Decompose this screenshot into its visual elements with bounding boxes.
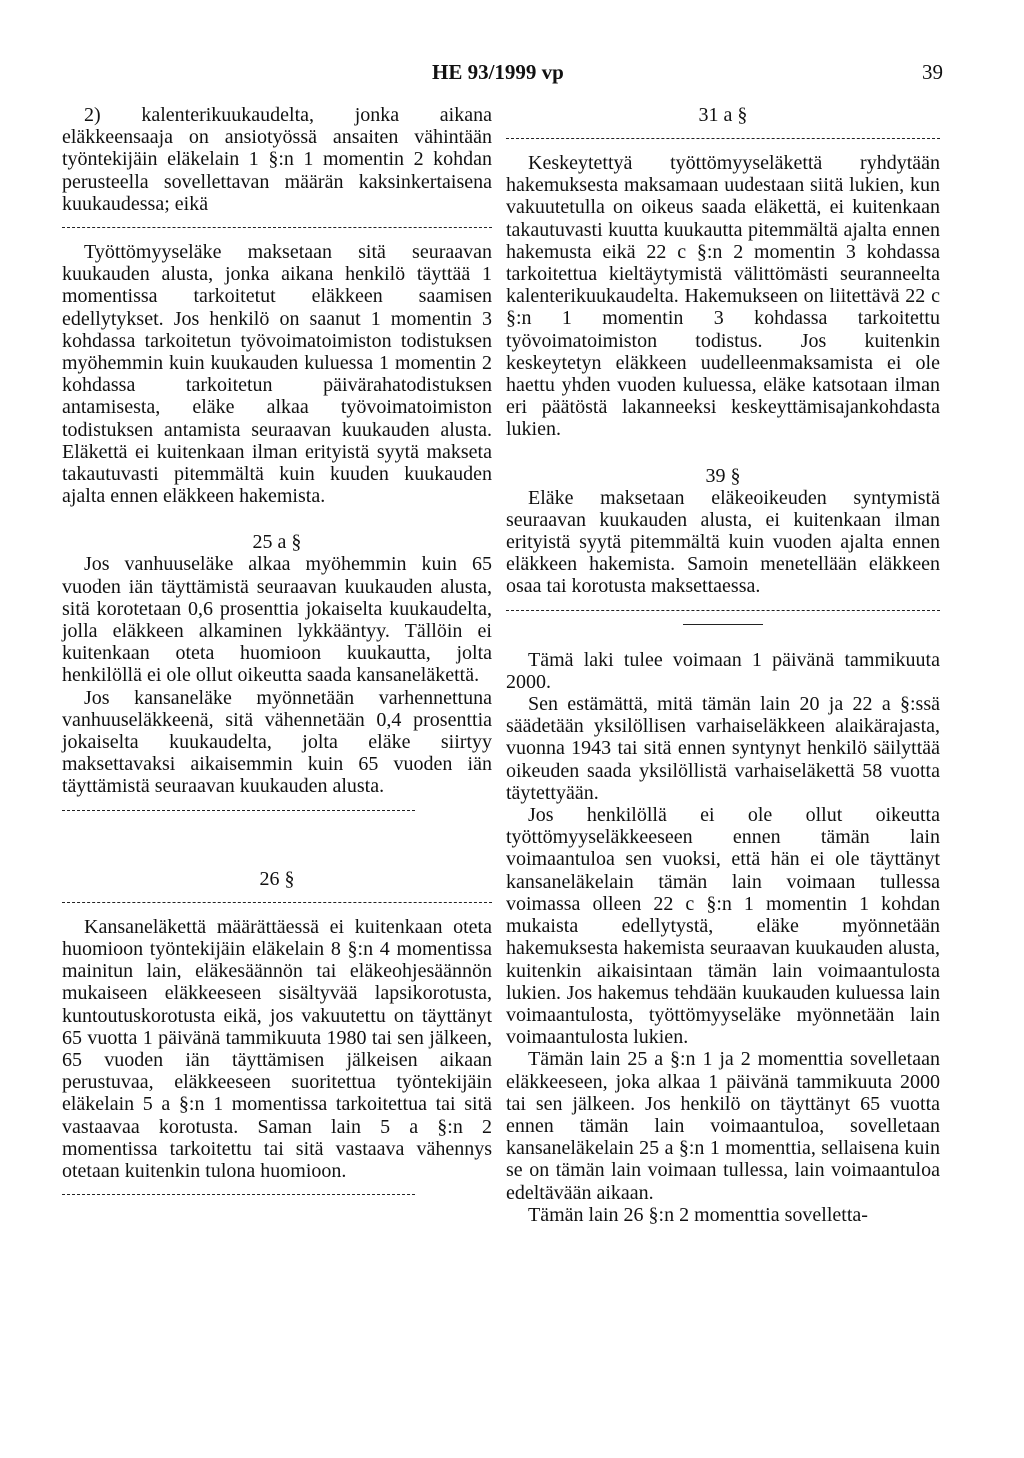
paragraph-pension-payment: Eläke maksetaan eläkeoikeuden syntymistä seuraavan kuukauden alusta, ei kuitenkaan ilman erityistä syytä pitemmältä kuin vuoden ajalta ennen eläkkeen hakemista. Samoin menetellään eläkkeen osaa tai korotusta maksettaessa. bbox=[506, 486, 940, 598]
paragraph-transition-early-pension: Sen estämättä, mitä tämän lain 20 ja 22 a §:ssä säädetään yksilöllisen varhaiseläkkeen alaikärajasta, vuonna 1943 tai sitä ennen syntynyt henkilö säilyttää oikeuden saada yksilöllistä varhaiseläkettä 58 vuotta täytettyään. bbox=[506, 693, 940, 804]
omission-dashes bbox=[62, 227, 492, 229]
paragraph-suspended-pension: Keskeytettyä työttömyyseläkettä ryhdytään hakemuksesta maksamaan uudestaan siitä lukien, kun vakuutetulla on oikeus saada eläkettä, ei kuitenkaan takautuvasti kuutta kuukautta pitemmältä ajalta ennen hakemusta eikä 22 c §:n 2 momentin 3 kohdassa tarkoitettua kieltäytymistä välittömästi seuranneelta kalenterikuukaudelta. Hakemukseen on liitettävä 22 c §:n 1 momentin 3 kohdassa tarkoitettu työvoimatoimiston todistus. Jos kuitenkin keskeytetyn eläkkeen uudelleenmaksamista ei ole haettu yhden vuoden kuluessa, eläke katsotaan ilman eri päätöstä lakanneeksi keskeyttämisajankohdasta lukien. bbox=[506, 152, 940, 441]
section-heading-31a: 31 a § bbox=[698, 104, 748, 126]
right-column bbox=[506, 104, 940, 1226]
page-header bbox=[0, 60, 1024, 88]
paragraph-unemployment-pension: Työttömyyseläke maksetaan sitä seuraavan kuukauden alusta, jonka aikana henkilö täyttää 1 momentissa tarkoitetut eläkkeen saamisen edellytykset. Jos henkilö on saanut 1 momentin 3 kohdassa tarkoitetun työvoimatoimiston todistuksen myöhemmin kuin kuukauden kuluessa 1 momentin 2 kohdassa tarkoitetun päivärahatodistuksen antamisesta, eläke alkaa työvoimatoimiston todistuksen antamista seuraavan kuukauden alusta. Eläkettä ei kuitenkaan ilman erityistä syytä makseta takautuvasti pitemmältä kuin kuuden kuukauden ajalta ennen eläkkeen hakemista. bbox=[62, 241, 492, 508]
document-reference: HE 93/1999 vp bbox=[432, 60, 564, 84]
page-number: 39 bbox=[922, 60, 943, 84]
paragraph-item-2: 2) kalenterikuukaudelta, jonka aikana eläkkeensaaja on ansiotyössä ansaiten vähintään työntekijäin eläkelain 1 §:n 1 momentin 2 kohdan perusteella sovellettavan määrän kaksinkertaisena kuukaudessa; eikä bbox=[62, 104, 492, 215]
paragraph-entry-into-force: Tämä laki tulee voimaan 1 päivänä tammikuuta 2000. bbox=[506, 648, 940, 693]
omission-dashes bbox=[62, 810, 415, 812]
omission-dashes bbox=[506, 610, 940, 612]
paragraph-pension-calculation: Kansaneläkettä määrättäessä ei kuitenkaan oteta huomioon työntekijäin eläkelain 8 §:n 4 momentissa mainitun lain, eläkesäännön tai eläkeohjesäännön mukaiseen eläkkeeseen sisältyvää lapsikorotusta, kuntoutuskorotusta eikä, jos vakuutettu on täyttänyt 65 vuotta 1 päivänä tammikuuta 1980 tai sen jälkeen, 65 vuoden iän täyttämisen jälkeisen aikaan perustuvaa, eläkkeeseen suoritettua työntekijäin eläkelain 5 a §:n 1 momentissa tarkoitettua tai sitä vastaavaa korotusta. Saman lain 5 a §:n 2 momentissa tarkoitettu tai sitä vastaava vähennys otetaan kuitenkin tulona huomioon. bbox=[62, 915, 492, 1182]
section-heading-39: 39 § bbox=[705, 464, 741, 487]
paragraph-transition-26: Tämän lain 26 §:n 2 momenttia sovelletta- bbox=[528, 1203, 868, 1226]
paragraph-transition-25a: Tämän lain 25 a §:n 1 ja 2 momenttia sovelletaan eläkkeeseen, joka alkaa 1 päivänä tammikuuta 2000 tai sen jälkeen. Jos henkilö on täyttänyt 65 vuotta ennen tämän lain voimaantuloa, sovelletaan kansaneläkelain 25 a §:n 1 momenttia, sellaisena kuin se on tämän lain voimaan tullessa, lain voimaantuloa edeltävään aikaan. bbox=[506, 1048, 940, 1204]
section-heading-25a: 25 a § bbox=[252, 531, 302, 554]
paragraph-early-pension: Jos kansaneläke myönnetään varhennettuna vanhuuseläkkeenä, sitä vähennetään 0,4 prosenttia jokaiselta kuukaudelta, jolta eläke siirtyy maksettavaksi aikaisemmin kuin 65 vuoden iän täyttämistä seuraavan kuukauden alusta. bbox=[62, 686, 492, 798]
left-column bbox=[62, 104, 492, 1208]
omission-dashes bbox=[506, 138, 940, 140]
paragraph-deferred-pension: Jos vanhuuseläke alkaa myöhemmin kuin 65 vuoden iän täyttämistä seuraavan kuukauden alusta, sitä korotetaan 0,6 prosenttia jokaiselta kuukaudelta, jolla eläkkeen alkaminen lykkääntyy. Tällöin ei kuitenkaan oteta huomioon kuukautta, jolta henkilöllä ei ole ollut oikeutta saada kansaneläkettä. bbox=[62, 553, 492, 687]
omission-dashes bbox=[62, 1194, 415, 1196]
paragraph-transition-unemployment: Jos henkilöllä ei ole ollut oikeutta työttömyyseläkkeeseen ennen tämän lain voimaantuloa sen vuoksi, että hän ei ole täyttänyt kansaneläkelain tämän lain voimaan tullessa voimassa olleen 22 c §:n 1 momentin 1 kohdan mukaista edellytystä, eläke myönnetään hakemuksesta hakemista seuraavan kuukauden alusta, kuitenkin aikaisintaan tämän lain voimaantulosta lukien. Jos hakemus tehdään kuukauden kuluessa lain voimaantulosta, työttömyyseläke myönnetään lain voimaantulosta lukien. bbox=[506, 804, 940, 1049]
omission-dashes bbox=[62, 902, 492, 904]
section-heading-26: 26 § bbox=[259, 867, 295, 890]
